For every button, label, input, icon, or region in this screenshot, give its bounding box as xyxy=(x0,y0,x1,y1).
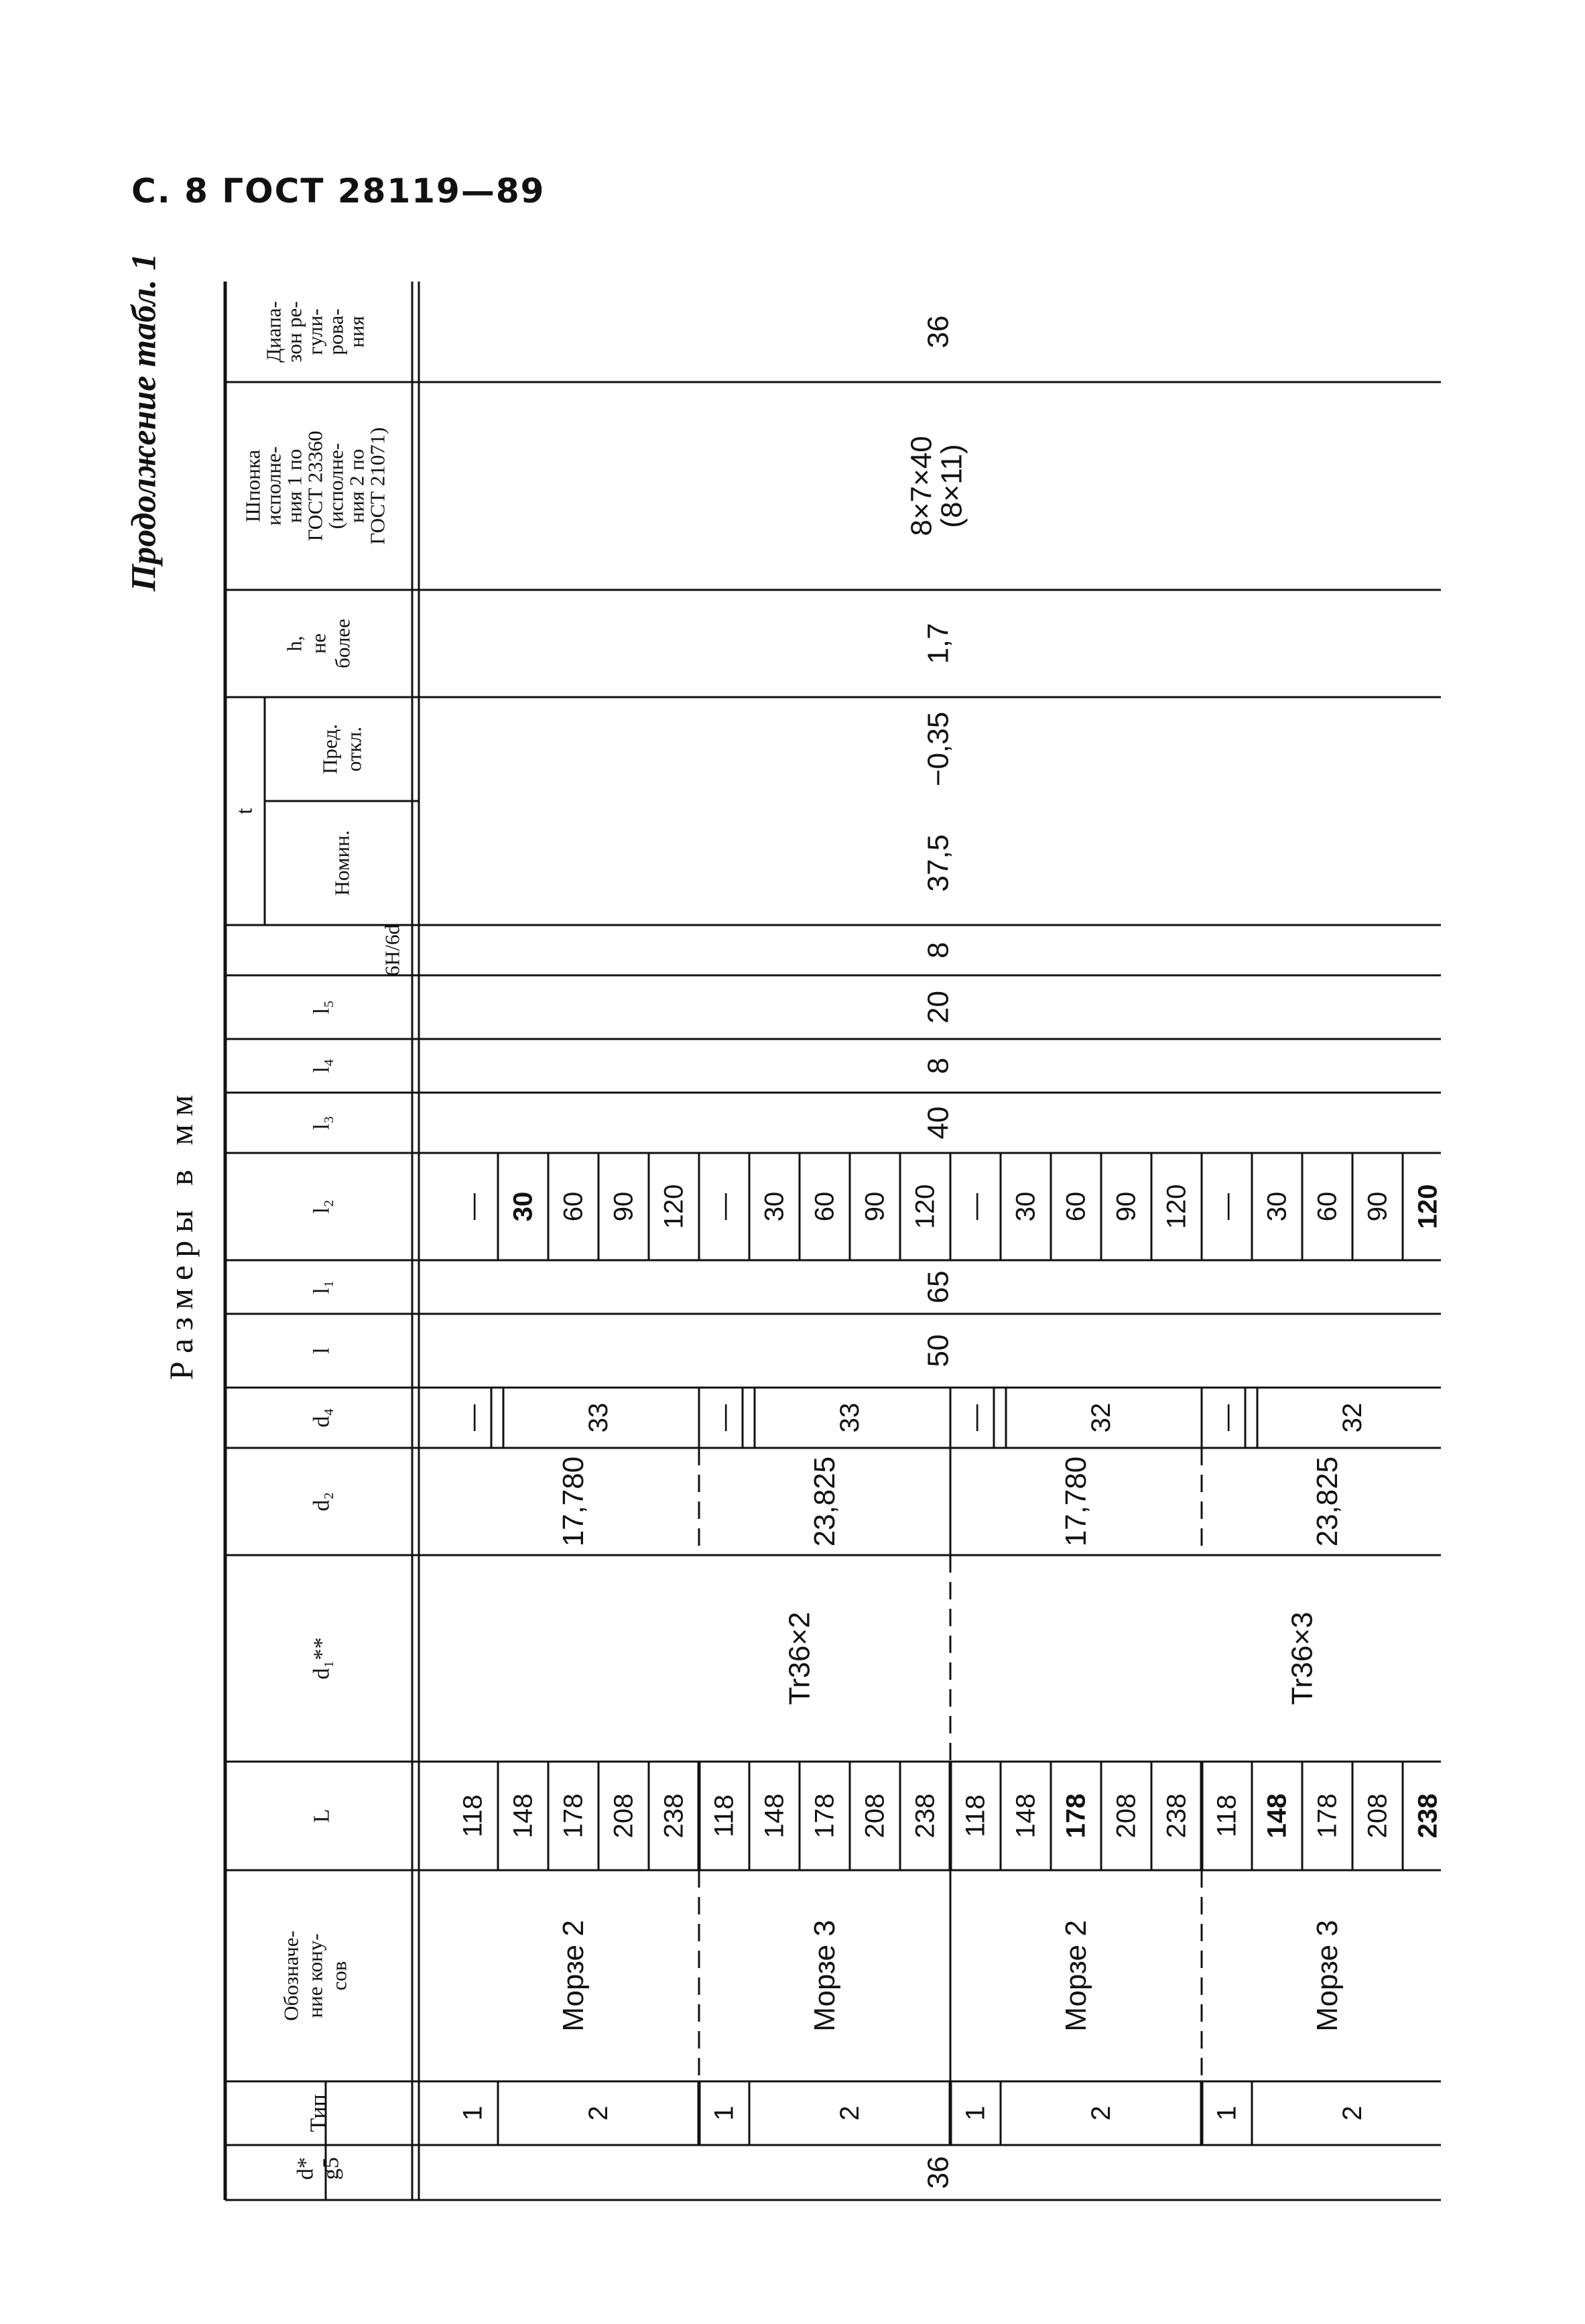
L-cell: 118 xyxy=(960,1794,991,1837)
l2-cell: 90 xyxy=(1111,1191,1141,1222)
header-cone: сов xyxy=(327,1961,351,1991)
l2-cell: 120 xyxy=(910,1184,940,1229)
thread-cell: Tr36×2 xyxy=(783,1611,816,1705)
l2-cell: — xyxy=(1212,1193,1242,1220)
l2-cell: 120 xyxy=(1413,1184,1443,1229)
L-cell: 148 xyxy=(1011,1793,1041,1839)
l2-cell: 120 xyxy=(659,1184,689,1229)
header-d1: d₁** xyxy=(309,1637,334,1680)
L-cell: 178 xyxy=(1312,1793,1342,1839)
d4-cell-type2: 33 xyxy=(584,1402,613,1433)
L-cell: 208 xyxy=(1111,1793,1141,1839)
header-L: L xyxy=(309,1809,334,1823)
L-cell: 178 xyxy=(810,1793,840,1839)
value-l3: 40 xyxy=(922,1106,955,1140)
l2-cell: — xyxy=(709,1193,739,1220)
L-cell: 148 xyxy=(1262,1793,1292,1839)
type-cell: 1 xyxy=(709,2105,739,2121)
l2-cell: 30 xyxy=(759,1191,789,1222)
cone-cell: Морзе 3 xyxy=(808,1920,841,2032)
L-cell: 118 xyxy=(458,1794,488,1837)
l2-cell: 30 xyxy=(1262,1191,1292,1222)
header-type: Тип xyxy=(306,2094,331,2132)
l2-cell: — xyxy=(458,1193,488,1220)
units-note: Размеры в мм xyxy=(162,1087,200,1380)
L-cell: 118 xyxy=(1212,1794,1242,1837)
header-d: g5 xyxy=(318,2157,344,2180)
page-header: С. 8 ГОСТ 28119—89 xyxy=(131,172,546,210)
L-cell: 178 xyxy=(558,1793,588,1839)
type-cell: 1 xyxy=(960,2105,991,2121)
type-cell: 2 xyxy=(1338,2105,1367,2121)
header-range: ния xyxy=(344,316,369,348)
L-cell: 148 xyxy=(759,1793,789,1839)
header-l4: l₄ xyxy=(309,1058,334,1073)
header-key: (исполне- xyxy=(324,442,348,530)
d4-cell-type1: — xyxy=(960,1404,991,1431)
header-h: не xyxy=(306,633,330,654)
value-t-nom: 37,5 xyxy=(922,834,955,892)
L-cell: 208 xyxy=(860,1793,890,1839)
header-range: гули- xyxy=(303,308,327,355)
header-key: ния 1 по xyxy=(282,448,306,524)
value-t-dev: −0,35 xyxy=(922,711,955,787)
value-key-2: (8×11) xyxy=(935,444,968,528)
header-key: ГОСТ 23360 xyxy=(303,430,327,542)
d4-cell-type2: 33 xyxy=(835,1402,865,1433)
L-cell: 118 xyxy=(709,1794,739,1837)
header-key: исполне- xyxy=(261,446,286,526)
cone-cell: Морзе 2 xyxy=(1060,1920,1092,2032)
header-l5: l₅ xyxy=(309,999,334,1015)
thread-cell: Tr36×3 xyxy=(1285,1611,1319,1705)
header-cone: Обозначе- xyxy=(279,1931,303,2021)
cone-cell: Морзе 3 xyxy=(1311,1920,1344,2032)
L-cell: 148 xyxy=(508,1793,538,1839)
L-cell: 208 xyxy=(609,1793,639,1839)
header-d4: d₄ xyxy=(309,1408,334,1428)
header-h: h, xyxy=(282,635,306,652)
l2-cell: 60 xyxy=(1312,1191,1342,1222)
L-cell: 208 xyxy=(1362,1793,1393,1839)
l2-cell: — xyxy=(960,1193,991,1220)
d4-cell-type1: — xyxy=(458,1404,488,1431)
type-cell: 2 xyxy=(835,2105,865,2121)
table-rules xyxy=(225,282,1441,2200)
value-key-1: 8×7×40 xyxy=(905,436,938,536)
value-h: 1,7 xyxy=(922,623,955,664)
value-thread-fit: 8 xyxy=(922,942,955,959)
l2-cell: 120 xyxy=(1161,1184,1192,1229)
value-range: 36 xyxy=(922,315,955,349)
l2-cell: 60 xyxy=(1061,1191,1091,1222)
header-range: рова- xyxy=(324,308,348,355)
header-l1: l₁ xyxy=(309,1280,334,1294)
l2-cell: 60 xyxy=(810,1191,840,1222)
value-l5: 20 xyxy=(922,991,955,1024)
header-t-nom: Номин. xyxy=(330,830,354,896)
header-range: зон ре- xyxy=(282,301,306,363)
type-cell: 1 xyxy=(458,2105,488,2121)
L-cell: 238 xyxy=(910,1793,940,1839)
l2-cell: 90 xyxy=(1362,1191,1393,1222)
table-caption: Продолжение табл. 1 xyxy=(125,253,164,592)
header-t-dev: Пред. xyxy=(318,724,342,774)
value-d: 36 xyxy=(922,2156,955,2189)
type-cell: 2 xyxy=(584,2105,613,2121)
header-t-dev: откл. xyxy=(342,727,366,772)
l2-cell: 30 xyxy=(508,1191,538,1222)
header-d2: d₂ xyxy=(309,1491,334,1512)
header-key: ния 2 по xyxy=(344,448,369,524)
d4-cell-type1: — xyxy=(709,1404,739,1431)
value-l4: 8 xyxy=(922,1057,955,1075)
d4-cell-type1: — xyxy=(1212,1404,1242,1431)
header-l: l xyxy=(309,1347,334,1354)
header-l3: l₃ xyxy=(309,1115,334,1130)
value-l1: 65 xyxy=(922,1270,955,1304)
header-h: более xyxy=(330,619,355,668)
d2-cell: 23,825 xyxy=(1311,1456,1344,1547)
d4-cell-type2: 32 xyxy=(1338,1402,1367,1433)
l2-cell: 90 xyxy=(860,1191,890,1222)
L-cell: 238 xyxy=(1161,1793,1192,1839)
l2-cell: 30 xyxy=(1011,1191,1041,1222)
d2-cell: 23,825 xyxy=(808,1456,841,1547)
header-l2: l₂ xyxy=(309,1199,334,1214)
header-key: Шпонка xyxy=(241,449,265,523)
type-cell: 1 xyxy=(1212,2105,1242,2121)
d2-cell: 17,780 xyxy=(1060,1456,1092,1547)
header-t: t xyxy=(232,808,257,814)
cone-cell: Морзе 2 xyxy=(557,1920,590,2032)
d2-cell: 17,780 xyxy=(557,1456,590,1547)
l2-cell: 60 xyxy=(558,1191,588,1222)
table-cells xyxy=(125,253,1443,2189)
l2-cell: 90 xyxy=(609,1191,639,1222)
L-cell: 238 xyxy=(659,1793,689,1839)
d4-cell-type2: 32 xyxy=(1086,1402,1116,1433)
header-d: d* xyxy=(293,2157,318,2180)
type-cell: 2 xyxy=(1086,2105,1116,2121)
L-cell: 238 xyxy=(1413,1793,1443,1839)
header-key: ГОСТ 21071) xyxy=(365,427,389,545)
L-cell: 178 xyxy=(1061,1793,1091,1839)
header-thread-fit: 6Н/6d xyxy=(380,924,404,977)
value-l: 50 xyxy=(922,1334,955,1367)
header-range: Диапа- xyxy=(261,301,286,363)
header-cone: ние кону- xyxy=(303,1933,327,2018)
